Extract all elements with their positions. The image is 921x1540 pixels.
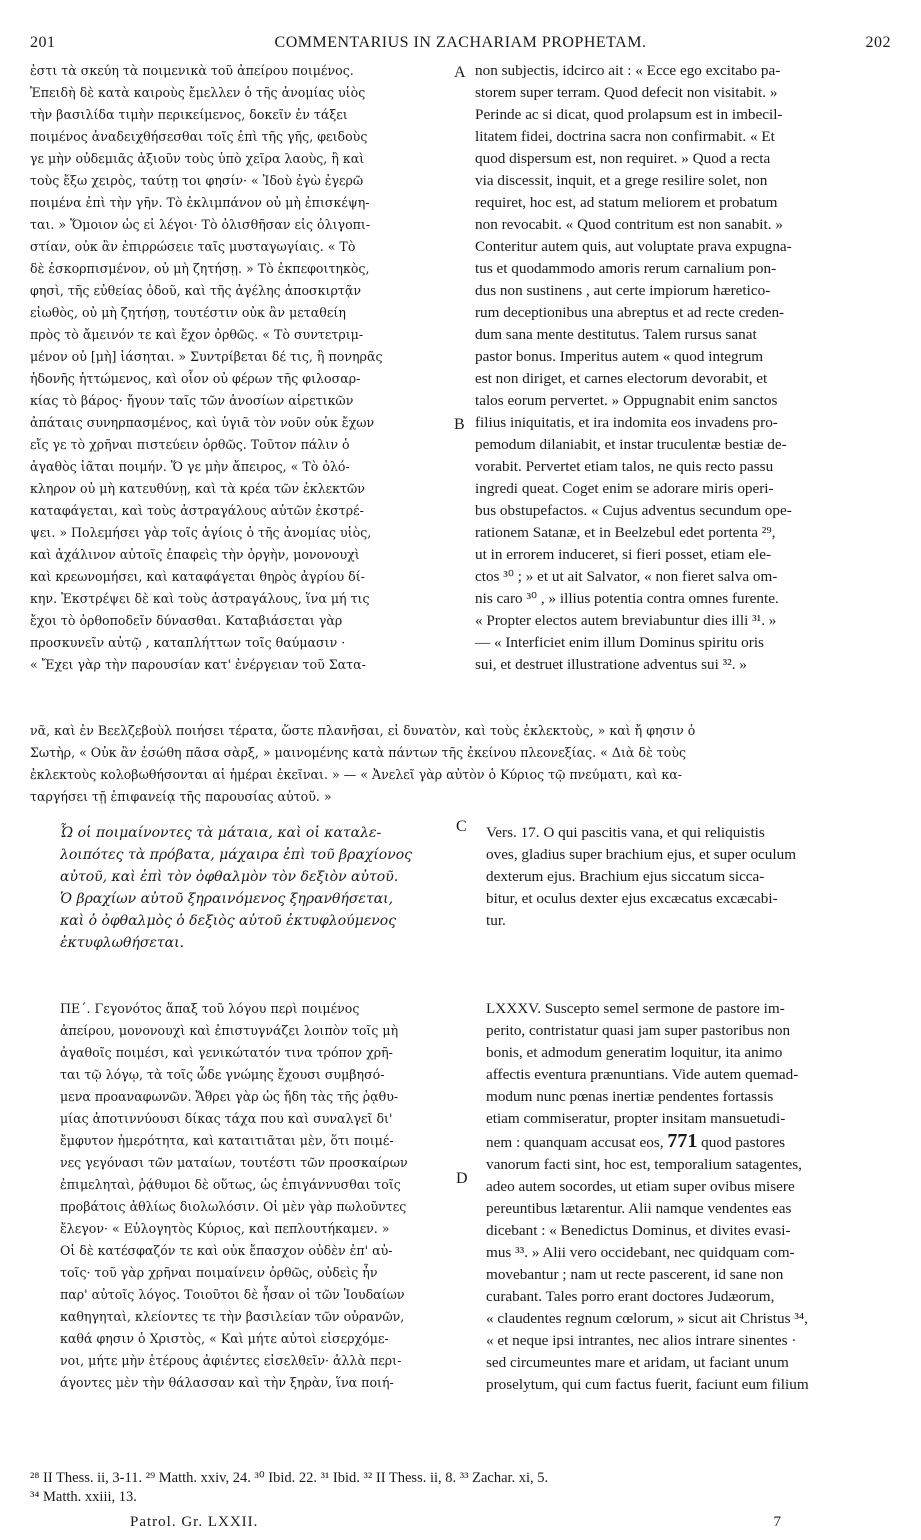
latin-text-segment: quod pastores [701,1134,786,1151]
greek-text-line: κίας τὸ βάρος· ἤγουν ταῖς τῶν ἀνοσίων αἱρετικῶν [30,393,354,408]
greek-text-line: Οἱ δὲ κατέσφαζόν τε καὶ οὐκ ἔπασχον οὐδὲν ἐπ' αὐ- [60,1243,393,1258]
greek-fullwidth-continuation [30,720,891,808]
greek-text-line: μένον οὐ [μὴ] ἰάσηται. » Συντρίβεται δέ τις, ἢ πονηρᾶς [30,349,383,364]
latin-text-line: affectis eventura prænuntians. Vide autem quemad- [486,1066,799,1083]
latin-text-line: movebantur ; nam ut recte pascerent, id sane non [486,1266,784,1283]
greek-verse-line: αὐτοῦ, καὶ ἐπὶ τὸν ὀφθαλμὸν τὸν δεξιὸν αὐτοῦ. [60,869,399,885]
latin-text-line: sui, et destruet illustratione adventus sui ³². » [475,656,747,673]
greek-text-line: εἰωθὸς, οὐ μὴ ζητήσῃ, τουτέστιν οὐκ ἂν μεταθείη [30,305,346,320]
footnote-line: ³⁴ Matth. xxiii, 13. [30,1489,137,1505]
latin-verse-line: tur. [486,912,506,929]
greek-text-line: άγοντες μὲν τὴν θάλασσαν καὶ τὴν ξηρὰν, ἵνα ποιή- [60,1375,394,1390]
greek-text-line: ἐστι τὰ σκεύη τὰ ποιμενικὰ τοῦ ἀπείρου ποιμένος. [30,63,354,78]
latin-text-line: storem super terram. Quod defecit non visitabit. » [475,84,778,101]
greek-text-line: ἡδονῆς ἡττώμενος, καὶ οἷον οὐ φέρων τῆς φιλοσαρ- [30,371,361,386]
page-title: COMMENTARIUS IN ZACHARIAM PROPHETAM. [274,34,647,51]
column-number: 771 [667,1130,698,1152]
latin-text-line: Perinde ac si dicat, quod prolapsum est in imbecil- [475,106,783,123]
latin-text-line: dicebant : « Benedictus Dominus, et divites evasi- [486,1222,791,1239]
greek-text-line: ἔμφυτον ἡμερότητα, καὶ καταιτιᾶται μὲν, ὅτι ποιμέ- [60,1133,394,1148]
greek-text-line: στίαν, οὐκ ἂν ἐπιρρώσειε ταῖς μυσταγωγίαις. « Τὸ [30,239,356,254]
greek-text-line: καθηγηταὶ, κλείοντες τε τὴν βασιλείαν τῶν οὐρανῶν, [60,1309,405,1324]
latin-text-line: ctos ³⁰ ; » et ut ait Salvator, « non fieret salva om- [475,568,778,585]
greek-text-line: καθά φησιν ὁ Χριστὸς, « Καὶ μήτε αὐτοὶ εἰσερχόμε- [60,1331,389,1346]
latin-text-line: ingredi queat. Coget enim se adorare miris operi- [475,480,774,497]
page-number-right: 202 [865,34,891,51]
greek-text-line: εἴς γε τὸ χρῆναι πιστεύειν ὀρθῶς. Τοῦτον πάλιν ὁ [30,437,350,452]
greek-column-bottom [60,998,452,1408]
latin-text-line: filius iniquitatis, et ira indomita eos invadens pro- [475,414,778,431]
latin-text-line: tus et quodammodo amoris rerum carnalium pon- [475,260,777,277]
greek-text-line: κληρον οὐ μὴ κατευθύνῃ, καὶ τὰ κρέα τῶν ἐκλεκτῶν [30,481,365,496]
greek-text-line: προσκυνεῖν αὐτῷ , καταπλήττων τοῖς θαύμασιν · [30,635,346,650]
latin-text-line: ut in errorem induceret, si fieri posset, etiam ele- [475,546,772,563]
latin-column-top [475,60,891,680]
greek-text-line: ἐπιμεληταὶ, ῥᾴθυμοι δὲ οὕτως, ὡς ἐπιγάννυσθαι τοῖς [60,1177,401,1192]
latin-text-line: dus non sustinens , aut certe impiorum hæretico- [475,282,771,299]
latin-text-line: « et neque ipsi intrantes, nec alios intrare sinentes · [486,1332,797,1349]
margin-marker-c: C [456,818,467,835]
latin-text-segment: nem : quanquam accusat eos, [486,1134,664,1151]
latin-text-line: LXXXV. Suscepto semel sermone de pastore im- [486,1000,785,1017]
latin-text-line: vorabit. Pervertet etiam talos, ne quis recto passu [475,458,774,475]
greek-text-line: Ἐπειδὴ δὲ κατὰ καιροὺς ἔμελλεν ὁ τῆς ἀνομίας υἱὸς [30,85,366,100]
greek-text-line: νοι, μήτε μὴν ἑτέρους ἀφιέντες εἰσελθεῖν· ἀλλὰ περι- [60,1353,402,1368]
greek-text-line: Σωτὴρ, « Οὐκ ἂν ἐσώθη πᾶσα σὰρξ, » μαινομένης κατὰ πάντων τῆς ἐκείνου πλεονεξίας. « Διὰ δὲ τοὺς [30,745,687,760]
latin-text-line: proselytum, qui cum factus fuerit, faciunt eum filium [486,1376,809,1393]
signature-number: 7 [773,1514,781,1530]
latin-text-line: dum sana mente destitutus. Talem rursus sanat [475,326,757,343]
greek-text-line: ταργήσει τῇ ἐπιφανείᾳ τῆς παρουσίας αὐτοῦ. » [30,789,332,804]
greek-text-line: πρὸς τὸ ἄμεινόν τε καὶ ἔχον ὀρθῶς. « Τὸ συντετριμ- [30,327,364,342]
greek-text-line: ψει. » Πολεμήσει γὰρ τοῖς ἁγίοις ὁ τῆς ἀνομίας υἱὸς, [30,525,372,540]
latin-text-line: — « Interficiet enim illum Dominus spiritu oris [475,634,764,651]
latin-text-line: perito, contristatur quasi jam super pastoribus non [486,1022,791,1039]
latin-text-line: non revocabit. « Quod contritum est non sanabit. » [475,216,783,233]
latin-text-line: pemodum dilaniabit, et instar truculentæ bestiæ de- [475,436,787,453]
latin-text-line: mus ³³. » Alii vero occidebant, nec quidquam com- [486,1244,795,1261]
footnote-line: ²⁸ II Thess. ii, 3-11. ²⁹ Matth. xxiv, 24. ³⁰ Ibid. 22. ³¹ Ibid. ³² II Thess. ii, 8. ³³ Zachar. xi, 5. [30,1470,549,1486]
greek-text-line: φησὶ, τῆς εὐθείας ὁδοῦ, καὶ τῆς ἀγέλης ἀποσκιρτᾷν [30,283,361,298]
greek-text-line: ποιμένος ἀναδειχθήσεσθαι τοῖς ἐπὶ τῆς γῆς, φειδοὺς [30,129,368,144]
greek-text-line: ποιμένα ἐπὶ τὴν γῆν. Τὸ ἐκλιμπάνον οὐ μὴ ἐπισκέψη- [30,195,370,210]
latin-text-line: modum nunc pœnas inertiæ pendentes fortassis [486,1088,774,1105]
greek-text-line: ἔλεγον· « Εὐλογητὸς Κύριος, καὶ πεπλουτήκαμεν. » [60,1221,390,1236]
latin-text-line: talos eorum pervertet. » Oppugnabit enim sanctos [475,392,778,409]
greek-text-line: τὴν βασιλίδα τιμὴν περικείμενος, δοκεῖν ἐν τάξει [30,107,348,122]
latin-text-line: rationem Satanæ, et in Beelzebul edet portenta ²⁹, [475,524,776,541]
volume-signature: Patrol. Gr. LXXII. [130,1514,259,1530]
margin-marker-a: A [454,64,466,81]
latin-text-line: « claudentes regnum cœlorum, » sicut ait Christus ³⁴, [486,1310,808,1327]
latin-verse-block [486,822,888,942]
latin-verse-line: Vers. 17. O qui pascitis vana, et qui reliquistis [486,824,765,841]
latin-text-line: vanorum facti sint, hoc est, temporalium satagentes, [486,1156,802,1173]
greek-text-line: « Ἔχει γὰρ τὴν παρουσίαν κατ' ἐνέργειαν τοῦ Σατα- [30,657,366,672]
latin-text-line: via discessit, inquit, et a grege resilire solet, non [475,172,768,189]
latin-text-line: adeo autem socordes, ut etiam super ovibus misere [486,1178,795,1195]
greek-text-line: μενα προαναφωνῶν. Ἄθρει γὰρ ὡς ἤδη τὰς τῆς ῥᾳθυ- [60,1089,399,1104]
greek-text-line: παρ' αὐτοῖς λόγος. Τοιοῦτοι δὲ ἦσαν οἱ τῶν Ἰουδαίων [60,1287,405,1302]
greek-text-line: νες γεγόνασι τῶν ματαίων, τουτέστι τῶν προσκαίρων [60,1155,408,1170]
greek-text-line: ἐκλεκτοὺς κολοβωθήσονται αἱ ἡμέραι ἐκεῖναι. » — « Ἀνελεῖ γὰρ αὐτὸν ὁ Κύριος τῷ πνεύματι, καὶ κα- [30,767,683,782]
latin-text-line: litatem fidei, doctrina sacra non confirmabit. « Et [475,128,775,145]
latin-text-line: pereuntibus lætarentur. Alii namque vendentes eas [486,1200,792,1217]
greek-text-line: ΠΕ΄. Γεγονότος ἅπαξ τοῦ λόγου περὶ ποιμένος [60,1001,360,1016]
latin-verse-line: oves, gladius super brachium ejus, et super oculum [486,846,797,863]
greek-text-line: ἀγαθοῖς ποιμέσι, καὶ γενικώτατόν τινα τρόπον χρῆ- [60,1045,393,1060]
greek-text-line: ἔχοι τὸ ὀρθοποδεῖν δύνασθαι. Καταβιάσεται γὰρ [30,613,343,628]
latin-verse-line: dexterum ejus. Brachium ejus siccatum sicca- [486,868,765,885]
greek-text-line: τοῖς· τοῦ γὰρ χρῆναι ποιμαίνειν ὀρθῶς, οὐδεὶς ἦν [60,1265,378,1280]
latin-text-line: sed circumeuntes mare et aridam, ut faciant unum [486,1354,789,1371]
greek-text-line: ἀπείρου, μονονουχὶ καὶ ἐπιστυγνάζει λοιπὸν τοῖς μὴ [60,1023,399,1038]
latin-text-line: bus obstupefactos. « Cujus adventus secundum ope- [475,502,792,519]
latin-text-line: pastor bonus. Imperitus autem « quod integrum [475,348,764,365]
greek-text-line: καταφάγεται, καὶ τοὺς ἀστραγάλους αὐτῶν ἐκστρέ- [30,503,364,518]
greek-verse-line: Ὁ βραχίων αὐτοῦ ξηραινόμενος ξηρανθήσεται, [60,891,394,907]
latin-text-line: nis caro ³⁰ , » illius potentia contra omnes furente. [475,590,779,607]
greek-text-line: ἀγαθὸς ἰᾶται ποιμήν. Ὅ γε μὴν ἄπειρος, « Τὸ ὁλό- [30,459,350,474]
greek-text-line: ται τῷ λόγῳ, τὰ τοῖς ὧδε γνώμης ἔχουσι συμβησό- [60,1067,385,1082]
margin-marker-b: B [454,416,465,433]
greek-text-line: νᾶ, καὶ ἐν Βεελζεβοὺλ ποιήσει τέρατα, ὥστε πλανῆσαι, εἰ δυνατὸν, καὶ τοὺς ἐκλεκτοὺς, » καὶ ἤ φησιν ὁ [30,723,696,738]
latin-text-line: rum deceptionibus una abreptus et ad recte creden- [475,304,785,321]
latin-text-line: etiam commiseratur, propter insitam mansuetudi- [486,1110,786,1127]
latin-text-line: Conteritur autem quis, aut voluptate prava expugna- [475,238,792,255]
latin-text-line: quod dispersum est, non requiret. » Quod a recta [475,150,771,167]
greek-verse-line: Ὦ οἱ ποιμαίνοντες τὰ μάταια, καὶ οἱ καταλε- [60,825,382,841]
page-number-left: 201 [30,34,56,51]
greek-verse-line: ἐκτυφλωθήσεται. [60,935,185,951]
latin-text-line [486,1130,888,1154]
latin-text-line: « Propter electos autem breviabuntur dies illi ³¹. » [475,612,777,629]
greek-text-line: καὶ ἀχάλινον αὐτοῖς ἐπαφεὶς τὴν ὀργὴν, μονονουχὶ [30,547,360,562]
greek-text-line: κην. Ἐκστρέψει δὲ καὶ τοὺς ἀστραγάλους, ἵνα μή τις [30,591,370,606]
greek-text-line: ται. » Ὅμοιον ὡς εἰ λέγοι· Τὸ ὀλισθῆσαν εἰς ὀλιγοπι- [30,217,371,232]
greek-verse-line: λοιπότες τὰ πρόβατα, μάχαιρα ἐπὶ τοῦ βραχίονος [60,847,412,863]
greek-verse-line: καὶ ὁ ὀφθαλμὸς ὁ δεξιὸς αὐτοῦ ἐκτυφλούμενος [60,913,397,929]
greek-text-line: γε μὴν οὐδεμιᾶς ἀξιοῦν τοὺς ὑπὸ χεῖρα λαοὺς, ἢ καὶ [30,151,365,166]
latin-text-line: requiret, hoc est, ad statum meliorem et probatum [475,194,778,211]
latin-text-line: curabant. Tales porro erant doctores Judæorum, [486,1288,775,1305]
greek-column-top [30,60,448,680]
greek-text-line: δὲ ἐσκορπισμένον, οὐ μὴ ζητήσῃ. » Τὸ ἐκπεφοιτηκὸς, [30,261,370,276]
greek-text-line: προβάτοις ἀθλίως διολωλόσιν. Οἱ μὲν γὰρ πωλοῦντες [60,1199,407,1214]
latin-text-line: non subjectis, idcirco ait : « Ecce ego excitabo pa- [475,62,781,79]
greek-text-line: τοὺς ἔξω χειρὸς, ταύτῃ τοι φησίν· « Ἰδοὺ ἐγὼ ἐγερῶ [30,173,364,188]
latin-text-line: est non diriget, et carnes electorum devorabit, et [475,370,768,387]
latin-verse-line: bitur, et oculus dexter ejus excæcatus excæcabi- [486,890,778,907]
greek-text-line: καὶ κρεωνομήσει, καὶ καταφάγεται θηρὸς ἀγρίου δί- [30,569,365,584]
running-header [30,34,891,58]
latin-column-bottom [486,998,888,1428]
footnotes [30,1469,891,1507]
greek-text-line: ἀπάταις συνηρπασμένος, καὶ ὑγιᾶ τὸν νοῦν οὐκ ἔχων [30,415,375,430]
greek-verse-block [60,822,452,962]
margin-marker-d: D [456,1170,468,1187]
latin-text-line: bonis, et admodum generatim loquitur, ita animo [486,1044,783,1061]
greek-text-line: μίας ἀποτιννύουσι δίκας τάχα που καὶ συναλγεῖ δι' [60,1111,393,1126]
